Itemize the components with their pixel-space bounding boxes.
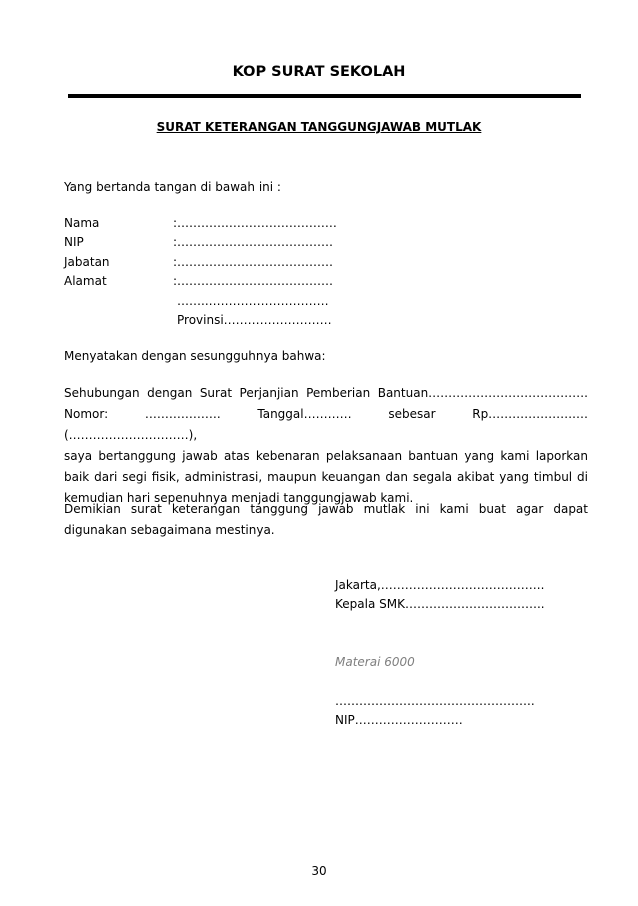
paragraph-line: Nomor: ………………. Tanggal………… sebesar Rp………………….… (…………………………),	[64, 407, 588, 442]
field-label-jabatan: Jabatan	[64, 255, 110, 269]
letterhead-title: KOP SURAT SEKOLAH	[232, 64, 406, 80]
field-label-nip: NIP	[64, 235, 84, 249]
document-title: SURAT KETERANGAN TANGGUNGJAWAB MUTLAK	[156, 120, 482, 134]
paragraph-line: Sehubungan dengan Surat Perjanjian Pemberian Bantuan………………………………….	[64, 386, 588, 400]
field-value-alamat: :…………………………………	[173, 274, 334, 288]
field-value-jabatan: :…………………………………	[173, 255, 334, 269]
address-province: Provinsi………………………	[177, 313, 332, 327]
paragraph-line: kemudian hari sepenuhnya menjadi tanggungjawab kami.	[64, 491, 414, 505]
paragraph-line: digunakan sebagaimana mestinya.	[64, 523, 275, 537]
signer-position: Kepala SMK……………………………..	[335, 597, 545, 611]
page-number: 30	[311, 864, 327, 878]
stamp-duty-placeholder: Materai 6000	[335, 655, 415, 669]
paragraph-line: baik dari segi fisik, administrasi, maupun keuangan dan segala akibat yang timbul di	[64, 470, 588, 484]
field-label-alamat: Alamat	[64, 274, 107, 288]
signer-nip: NIP………………………	[335, 713, 463, 727]
letterhead-divider	[68, 94, 581, 98]
paragraph-responsibility	[64, 383, 588, 509]
field-value-nama: :………….………………………	[173, 216, 337, 230]
address-line-2: ……..…………………………	[177, 294, 329, 308]
intro-text: Yang bertanda tangan di bawah ini :	[64, 180, 281, 194]
field-value-nip: :…………………………………	[173, 235, 334, 249]
paragraph-line: Demikian surat keterangan tanggung jawab mutlak ini kami buat agar dapat	[64, 502, 588, 516]
place-date: Jakarta,…………………………………..	[335, 578, 545, 592]
paragraph-line: saya bertanggung jawab atas kebenaran pelaksanaan bantuan yang kami laporkan	[64, 449, 588, 463]
paragraph-closing	[64, 499, 588, 541]
signer-name-line: …………………………………………..	[335, 694, 535, 708]
field-label-nama: Nama	[64, 216, 100, 230]
statement-text: Menyatakan dengan sesungguhnya bahwa:	[64, 349, 326, 363]
